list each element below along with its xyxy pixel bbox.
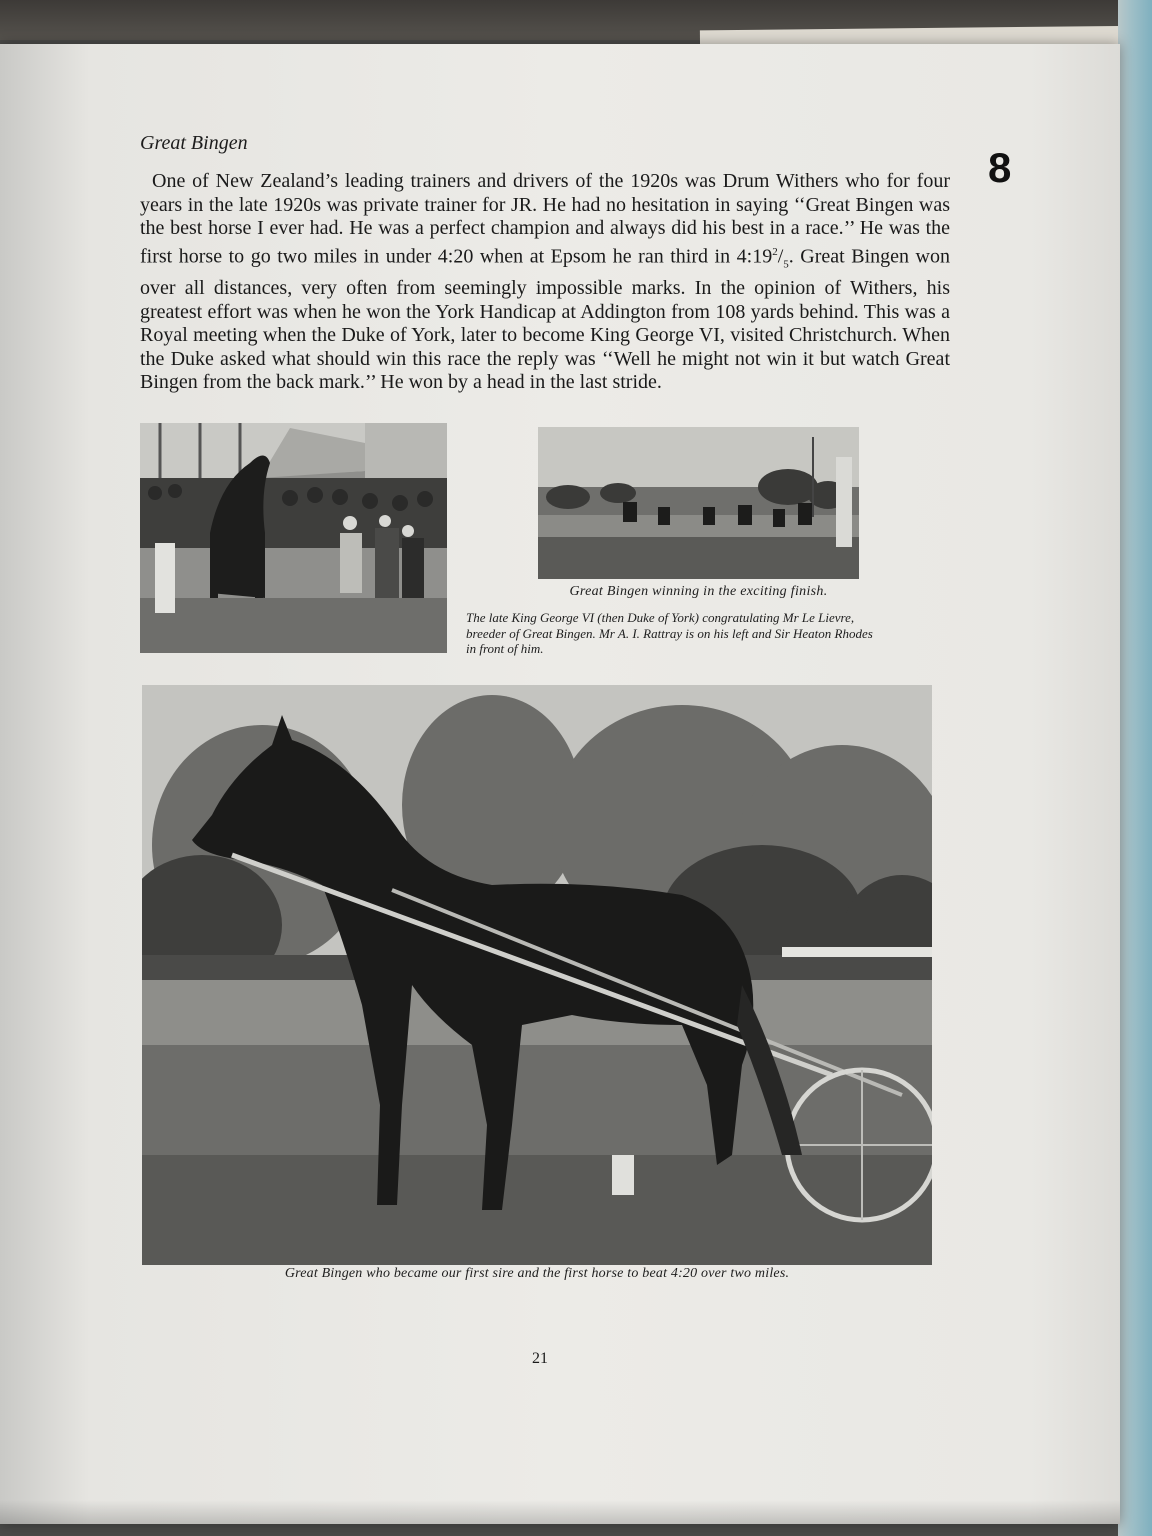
- caption-great-bingen: Great Bingen who became our first sire and the first horse to beat 4:20 over two miles.: [284, 1266, 790, 1281]
- chapter-number: 8: [988, 144, 1012, 191]
- photo-great-bingen: [142, 685, 932, 1265]
- page-shadow: [0, 1500, 1120, 1524]
- body-paragraph: One of New Zealand’s leading trainers and drivers of the 1920s was Drum Withers who for four years in the late 1920s was private trainer for JR. He had no hesitation in saying ‘‘Great Bingen was the best horse I ever had. He was a perfect champion and always did his best in a race.’’ He was the first horse to go two miles in under 4:20 when at Epsom he ran third in $4:19^2/_5$. Great Bingen won over all distances, very often from seemingly impossible marks. In the opinion of Withers, his greatest effort was when he won the York Handicap at Addington from 108 yards behind. This was a Royal meeting when the Duke of York, later to become King George VI, visited Christchurch. When the Duke asked what should win this race the reply was ‘‘Well he might not win it but watch Great Bingen from the back mark.’’ He won by a head in the last stride.: [140, 170, 950, 394]
- fraction-denominator: 5: [783, 258, 789, 271]
- section-title: Great Bingen: [140, 132, 248, 154]
- photo-duke-congratulating: [140, 423, 447, 653]
- caption-winning-finish: Great Bingen winning in the exciting finish.: [569, 584, 828, 599]
- book-cover-side-edge: [1118, 0, 1152, 1536]
- fraction-numerator: 2: [772, 245, 778, 258]
- photo-winning-finish: [538, 427, 859, 579]
- caption-duke-congratulating: The late King George VI (then Duke of York) congratulating Mr Le Lievre, breeder of Great Bingen. Mr A. I. Rattray is on his left and Sir Heaton Rhodes in front of him.: [466, 610, 873, 656]
- page-number: 21: [532, 1350, 548, 1367]
- body-text-part-b: . Great Bingen won over all distances, very often from seemingly impossible marks. In the opinion of Withers, his greatest effort was when he won the York Handicap at Addington from 108 yards behind. This was a Royal meeting when the Duke of York, later to become King George VI, visited Christchurch. When the Duke asked what should win this race the reply was ‘‘Well he might not win it but watch Great Bingen from the back mark.’’ He won by a head in the last stride.: [140, 245, 950, 394]
- body-text-part-a: One of New Zealand’s leading trainers and drivers of the 1920s was Drum Withers who for four years in the late 1920s was private trainer for JR. He had no hesitation in saying ‘‘Great Bingen was the best horse I ever had. He was a perfect champion and always did his best in a race.’’ He was the first horse to go two miles in under 4:20 when at Epsom he ran third in 4:19: [140, 170, 950, 268]
